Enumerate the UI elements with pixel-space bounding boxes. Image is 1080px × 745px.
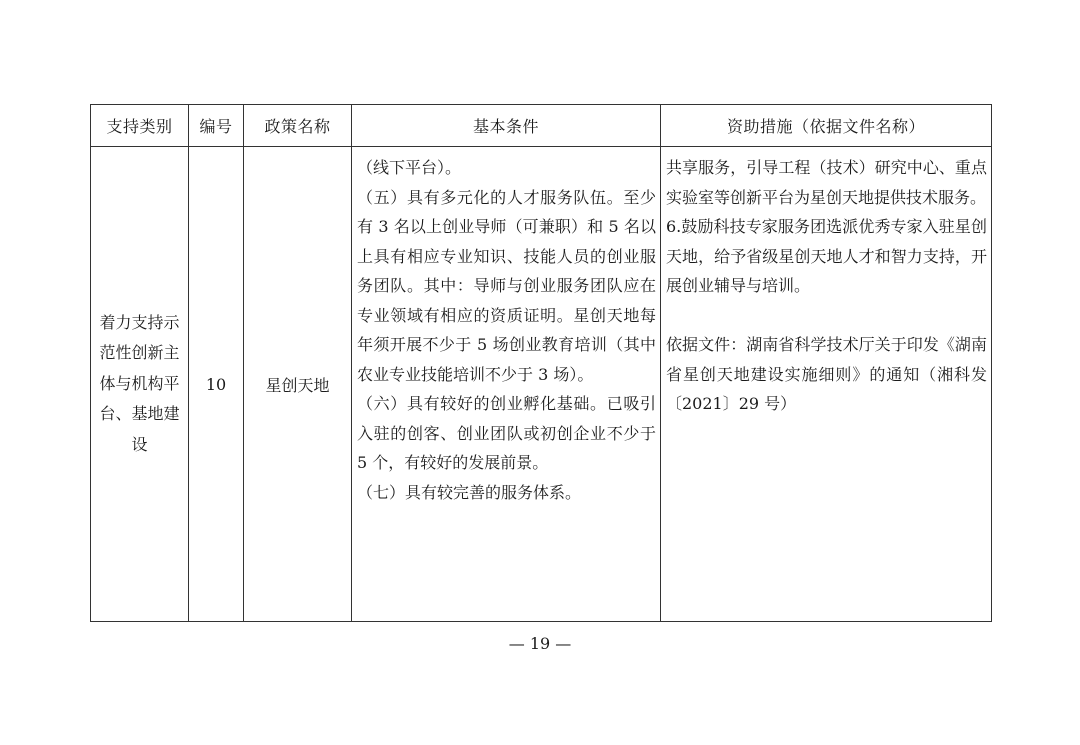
basis-document: 依据文件：湖南省科学技术厅关于印发《湖南省星创天地建设实施细则》的通知（湘科发〔2021〕29 号） bbox=[666, 335, 987, 413]
condition-line-1: （线下平台）。 bbox=[357, 158, 462, 177]
header-policy-name: 政策名称 bbox=[244, 105, 352, 147]
page-number: — 19 — bbox=[508, 634, 572, 653]
cell-conditions bbox=[352, 147, 661, 622]
condition-item-5: （五）具有多元化的人才服务队伍。至少有 3 名以上创业导师（可兼职）和 5 名以上具有相应专业知识、技能人员的创业服务团队。其中：导师与创业服务团队应在专业领域有相应的资质证明。星创天地每年须开展不少于 5 场创业教育培训（其中农业专业技能培训不少于 3 场）。 bbox=[357, 187, 656, 384]
cell-policy-name: 星创天地 bbox=[244, 147, 352, 622]
category-text: 着力支持示范性创新主体与机构平台、基地建设 bbox=[99, 312, 180, 454]
measure-shared-service: 共享服务，引导工程（技术）研究中心、重点实验室等创新平台为星创天地提供技术服务。 bbox=[666, 158, 987, 207]
cell-measures bbox=[661, 147, 992, 622]
table-header-row bbox=[91, 105, 992, 147]
cell-number: 10 bbox=[189, 147, 244, 622]
measure-item-6: 6.鼓励科技专家服务团选派优秀专家入驻星创天地，给予省级星创天地人才和智力支持，开展创业辅导与培训。 bbox=[666, 217, 987, 295]
condition-item-6: （六）具有较好的创业孵化基础。已吸引入驻的创客、创业团队或初创企业不少于 5 个，有较好的发展前景。 bbox=[357, 394, 656, 472]
header-measures: 资助措施（依据文件名称） bbox=[661, 105, 992, 147]
policy-table bbox=[90, 104, 992, 622]
header-category: 支持类别 bbox=[91, 105, 189, 147]
header-conditions: 基本条件 bbox=[352, 105, 661, 147]
header-number: 编号 bbox=[189, 105, 244, 147]
condition-item-7: （七）具有较完善的服务体系。 bbox=[357, 482, 582, 502]
table-row bbox=[91, 147, 992, 622]
cell-category bbox=[91, 147, 189, 622]
